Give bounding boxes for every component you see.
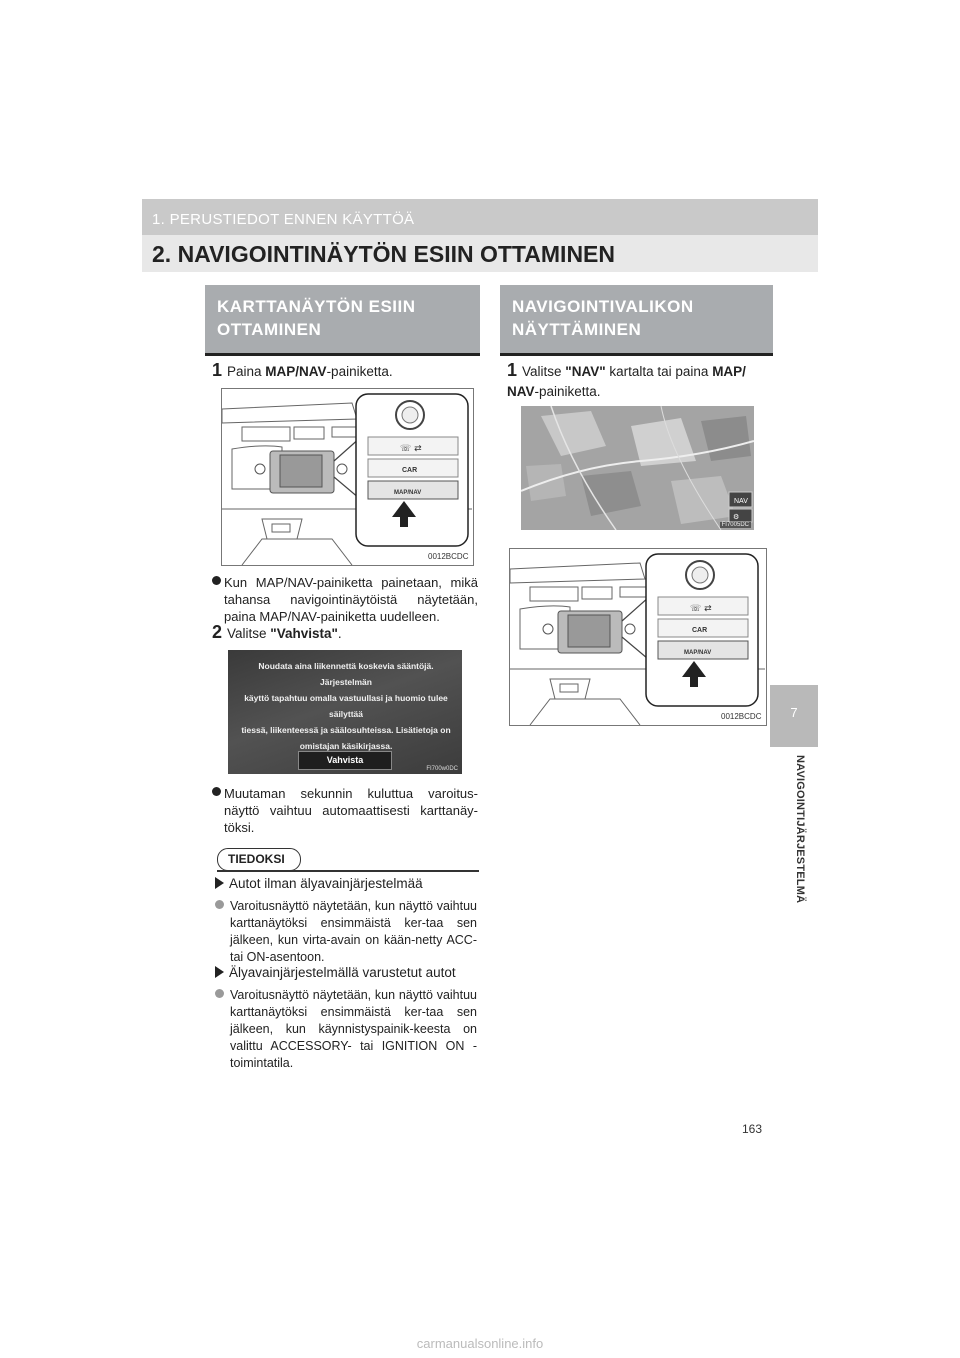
note-divider [217,870,479,872]
page-number: 163 [742,1122,763,1136]
map-nav-button-label: MAP/NAV [394,490,422,496]
dashboard-illustration [222,389,473,565]
note-tag-label: TIEDOKSI [228,852,285,866]
chapter-tab-label [778,755,808,1055]
bullet-dot-icon [212,576,221,585]
warning-screen-figure [228,650,462,774]
svg-text:☏ ⇄: ☏ ⇄ [690,604,712,614]
section-header-nav-menu [500,285,773,356]
bullet-note [212,785,478,837]
page-title-bar [142,235,818,272]
note-heading-2: Älyavainjärjestelmällä varustetut autot [215,965,456,980]
step-2: 2 Valitse "Vahvista". [212,622,342,642]
map-screen-figure [521,406,754,530]
chapter-title: 1. PERUSTIEDOT ENNEN KÄYTTÖÄ [152,211,415,228]
car-button-label: CAR [402,467,418,474]
triangle-right-icon [215,877,224,889]
section-title-line1: NAVIGOINTIVALIKON [512,297,694,316]
car-button-label: CAR [692,627,708,634]
chapter-number: 7 [790,705,798,720]
figure-code: 0012BCDC [721,712,762,721]
step-1: 1 Paina MAP/NAV-painiketta. [212,360,393,380]
note-bullet-1: Varoitusnäyttö näytetään, kun näyttö vaihtuu karttanäytöksi ensimmäistä ker-taa sen jälkeen, kun virta-avain on kään-netty ACC- tai ON-asentoon. [215,898,477,968]
note-tag [217,848,301,871]
triangle-right-icon [215,966,224,978]
bullet-note [212,574,478,626]
section-title-line2: OTTAMINEN [217,320,322,339]
bullet-text: Kun MAP/NAV-painiketta painetaan, mikä tahansa navigointinäytöistä näytetään, paina MAP/NAV-painiketta uudelleen. [224,575,478,624]
dashboard-illustration [510,549,766,725]
nav-button-label[interactable]: NAV [734,498,748,505]
chapter-header [142,199,818,235]
settings-icon[interactable]: ⚙ [733,513,740,521]
chapter-tab [770,685,818,747]
warning-text-line: käyttö tapahtuu omalla vastuullasi ja huomio tulee säilyttää [244,693,448,719]
figure-code: FI7005DC [721,522,749,528]
step-1-right: 1 Valitse "NAV" kartalta tai paina MAP/ NAV-painiketta. [507,360,746,399]
bullet-dot-icon [215,989,224,998]
bullet-dot-icon [215,900,224,909]
dashboard-figure-right [509,548,767,726]
warning-text-line: Noudata aina liikennettä koskevia sääntöjä. Järjestelmän [258,661,434,687]
bullet-dot-icon [212,787,221,796]
svg-text:☏ ⇄: ☏ ⇄ [400,444,422,454]
dashboard-figure [221,388,474,566]
figure-code: 0012BCDC [428,552,469,561]
figure-code: FI700w0DC [426,766,458,772]
warning-text-line: tiessä, liikenteessä ja säälosuhteissa. Lisätietoja on [241,725,451,735]
note-heading-1: Autot ilman älyavainjärjestelmää [215,876,423,891]
note-bullet-2: Varoitusnäyttö näytetään, kun näyttö vaihtuu karttanäytöksi ensimmäistä ker-taa sen jälkeen, kun käynnistyspainik-keesta on valittu ACCESSORY- tai IGNITION ON -toimintatila. [215,987,477,1075]
map-illustration [521,406,754,530]
chapter-tab-text: NAVIGOINTIJÄRJESTELMÄ [794,755,806,904]
vahvista-button[interactable]: Vahvista [298,751,392,770]
warning-text-line: omistajan käsikirjassa. [299,741,393,751]
section-header-map [205,285,480,356]
page-title: 2. NAVIGOINTINÄYTÖN ESIIN OTTAMINEN [152,241,615,267]
watermark: carmanualsonline.info [416,1336,544,1351]
section-title-line1: KARTTANÄYTÖN ESIIN [217,297,416,316]
map-nav-button-label: MAP/NAV [684,650,712,656]
section-title-line2: NÄYTTÄMINEN [512,320,642,339]
bullet-text: Muutaman sekunnin kuluttua varoitus-näyttö vaihtuu automaattisesti karttanäy-töksi. [224,786,478,835]
